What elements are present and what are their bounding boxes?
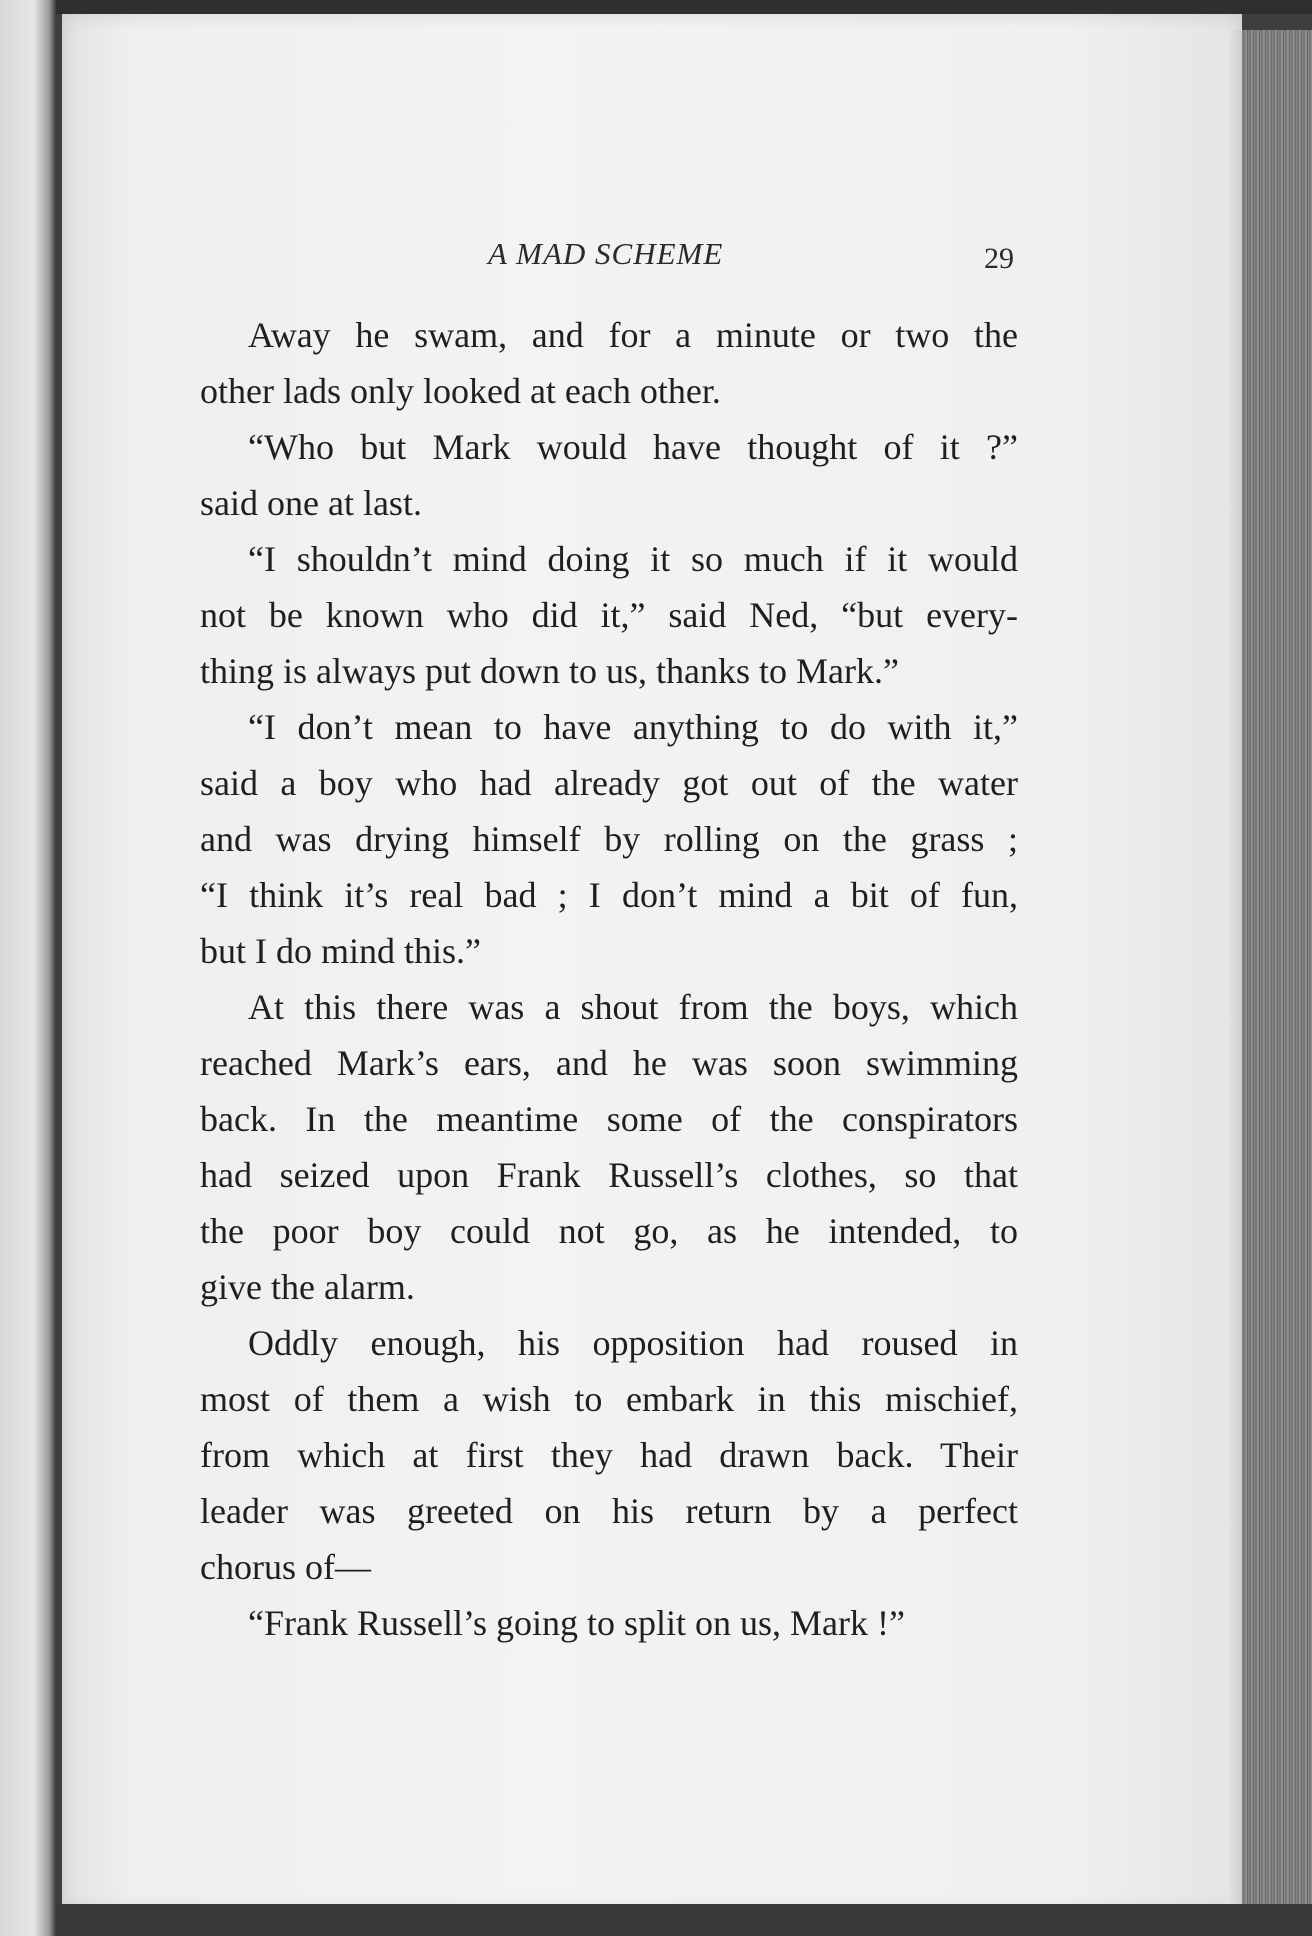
text-line: Away he swam, and for a minute or two the <box>248 315 1018 355</box>
text-line: from which at first they had drawn back. Their <box>200 1435 1018 1475</box>
text-line: said a boy who had already got out of the water <box>200 763 1018 803</box>
text-line: had seized upon Frank Russell’s clothes, so that <box>200 1155 1018 1195</box>
text-line: thing is always put down to us, thanks to Mark.” <box>200 651 899 691</box>
text-line: the poor boy could not go, as he intended, to <box>200 1211 1018 1251</box>
facing-page-edge <box>0 0 56 1936</box>
running-head-title: A MAD SCHEME <box>488 236 724 271</box>
text-line: back. In the meantime some of the conspirators <box>200 1099 1018 1139</box>
text-line: “I don’t mean to have anything to do with it,” <box>248 707 1018 747</box>
book-fore-edge <box>1242 30 1312 1910</box>
text-line: At this there was a shout from the boys, which <box>248 987 1018 1027</box>
scan-top-border <box>56 0 1312 14</box>
body-text <box>200 307 1018 1651</box>
text-line: “I shouldn’t mind doing it so much if it would <box>248 539 1018 579</box>
text-line: said one at last. <box>200 483 422 523</box>
scan-bottom-border <box>56 1904 1312 1936</box>
page-number: 29 <box>984 242 1014 275</box>
text-line: other lads only looked at each other. <box>200 371 721 411</box>
text-line: not be known who did it,” said Ned, “but every- <box>200 595 1018 635</box>
text-line: chorus of— <box>200 1547 371 1587</box>
text-line: leader was greeted on his return by a perfect <box>200 1491 1018 1531</box>
text-line: most of them a wish to embark in this mischief, <box>200 1379 1018 1419</box>
text-line: Oddly enough, his opposition had roused in <box>248 1323 1018 1363</box>
text-line: and was drying himself by rolling on the grass ; <box>200 819 1018 859</box>
text-line: “I think it’s real bad ; I don’t mind a bit of fun, <box>200 875 1018 915</box>
text-line: “Frank Russell’s going to split on us, Mark !” <box>248 1603 905 1643</box>
text-line: reached Mark’s ears, and he was soon swimming <box>200 1043 1018 1083</box>
text-line: but I do mind this.” <box>200 931 481 971</box>
running-head <box>0 236 1312 276</box>
text-line: give the alarm. <box>200 1267 415 1307</box>
text-line: “Who but Mark would have thought of it ?” <box>248 427 1018 467</box>
